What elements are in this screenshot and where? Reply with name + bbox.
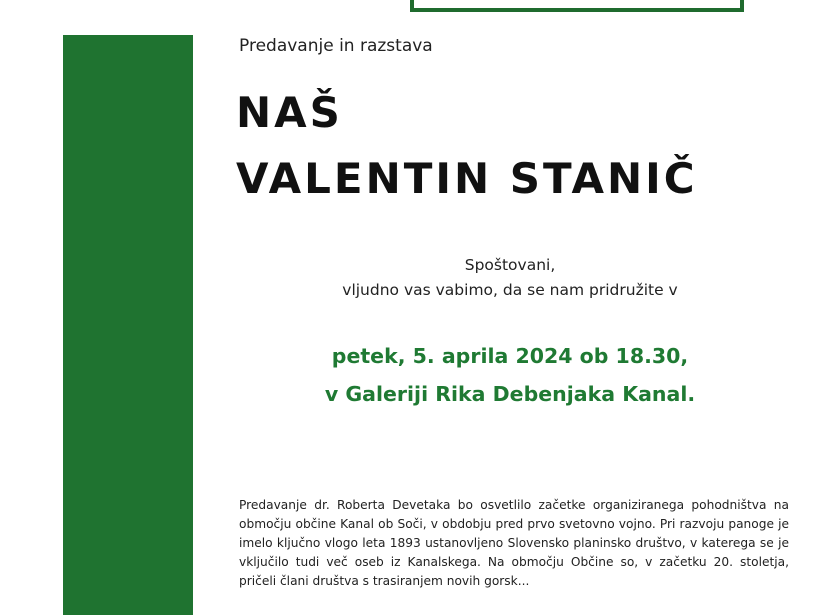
- title-line-2: VALENTIN STANIČ: [236, 154, 698, 203]
- top-decorative-frame: [410, 0, 744, 12]
- event-location: v Galeriji Rika Debenjaka Kanal.: [324, 382, 696, 406]
- greeting-line-1: Spoštovani,: [464, 256, 556, 274]
- event-date-time: petek, 5. aprila 2024 ob 18.30,: [331, 344, 689, 368]
- title-line-1: NAŠ: [236, 88, 343, 137]
- description-paragraph: Predavanje dr. Roberta Devetaka bo osvetlilo začetke organiziranega pohodništva na območju občine Kanal ob Soči, v obdobju pred prvo svetovno vojno. Pri razvoju panoge je imelo ključno vlogo leta 1893 ustanovljeno Slovensko planinsko društvo, v katerega se je vključilo tudi več oseb iz Kanalskega. Na območju Občine so, v začetku 20. stoletja, pričeli člani društva s trasiranjem novih gorsk...: [239, 498, 789, 588]
- green-side-bar: [63, 35, 193, 615]
- greeting-line-2: vljudno vas vabimo, da se nam pridružite v: [342, 281, 678, 299]
- subtitle: Predavanje in razstava: [239, 36, 433, 56]
